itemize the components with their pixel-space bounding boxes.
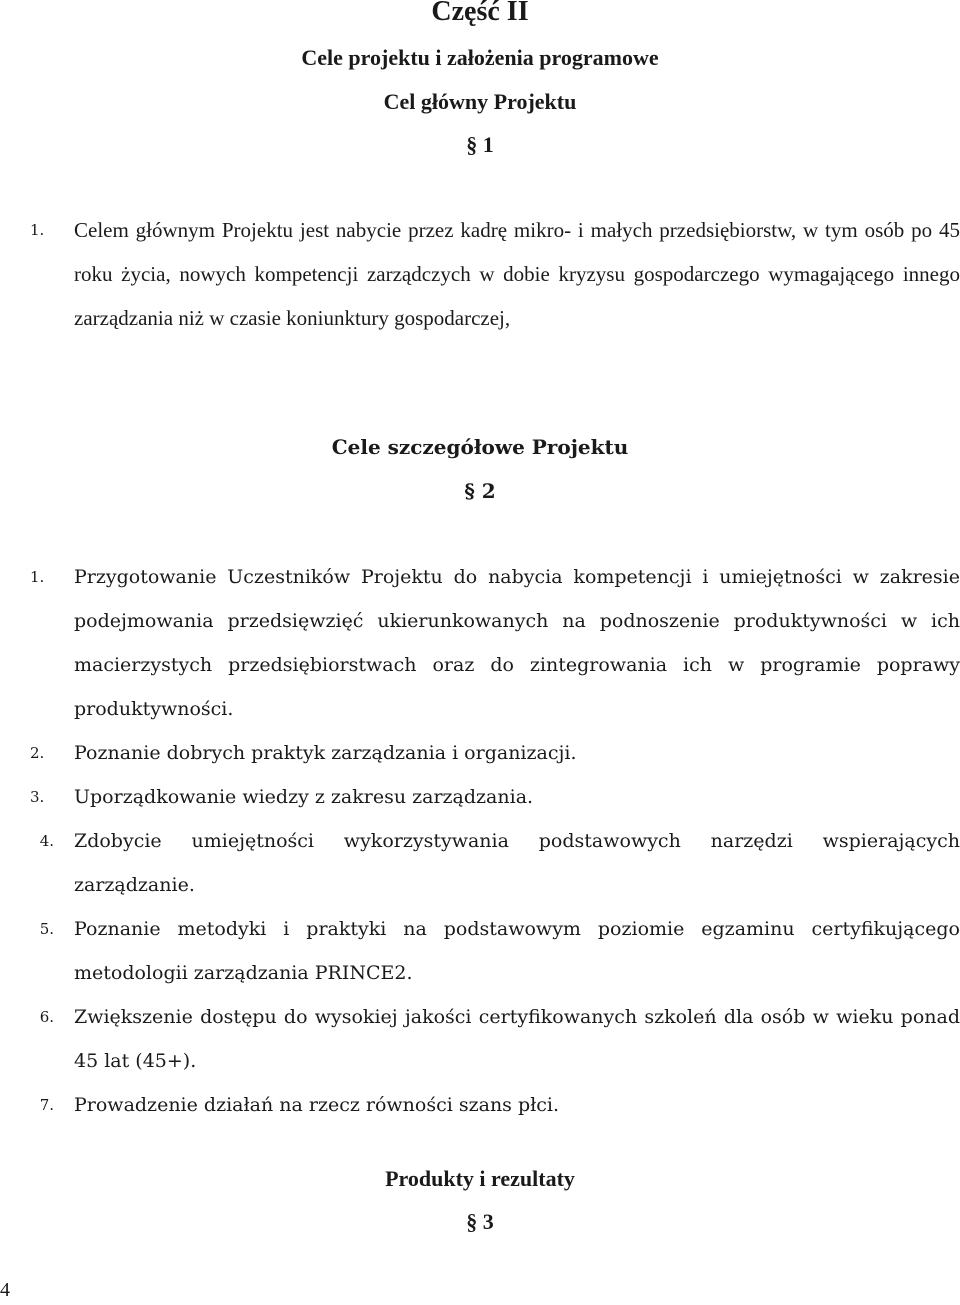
list-item-text: Poznanie metodyki i praktyki na podstawowym poziomie egzaminu certyfikującego metodologii zarządzania PRINCE2. — [74, 918, 960, 984]
list-item-number: 7. — [39, 1096, 54, 1114]
paragraph-mark-3: § 3 — [466, 1209, 494, 1234]
main-goal-list — [30, 208, 960, 340]
list-item-number: 4. — [39, 832, 54, 850]
list-item — [30, 208, 960, 340]
section-title-products: Produkty i rezultaty — [385, 1166, 575, 1191]
list-item-text: Przygotowanie Uczestników Projektu do nabycia kompetencji i umiejętności w zakresie podejmowania przedsięwzięć ukierunkowanych na podnoszenie produktywności w ich macierzystych przedsiębiorstwach oraz do zintegrowania ich w programie poprawy produktywności. — [74, 566, 960, 720]
paragraph-mark-1: § 1 — [466, 132, 494, 157]
list-item — [30, 1083, 960, 1127]
list-item — [30, 731, 960, 775]
list-item-number: 2. — [30, 744, 45, 762]
list-item-number: 1. — [30, 221, 45, 239]
list-item-number: 3. — [30, 788, 45, 806]
list-item-text: Prowadzenie działań na rzecz równości szans płci. — [74, 1094, 560, 1116]
list-item-number: 6. — [39, 1008, 54, 1026]
section-title-goals: Cele projektu i założenia programowe — [301, 45, 659, 70]
section-subtitle-main-goal: Cel główny Projektu — [383, 89, 577, 114]
list-item-text: Zwiększenie dostępu do wysokiej jakości certyfikowanych szkoleń dla osób w wieku ponad 45 lat (45+). — [74, 1006, 960, 1072]
list-item-text: Poznanie dobrych praktyk zarządzania i organizacji. — [74, 742, 577, 764]
list-item — [30, 819, 960, 907]
page-number: 4 — [0, 1279, 10, 1301]
list-item — [30, 775, 960, 819]
specific-goals-list — [30, 555, 960, 1127]
list-item-number: 1. — [30, 568, 45, 586]
list-item-text: Celem głównym Projektu jest nabycie przez kadrę mikro- i małych przedsiębiorstw, w tym osób po 45 roku życia, nowych kompetencji zarządczych w dobie kryzysu gospodarczego wymagającego innego zarządzania niż w czasie koniunktury gospodarczej, — [74, 218, 960, 330]
list-item-text: Zdobycie umiejętności wykorzystywania podstawowych narzędzi wspierających zarządzanie. — [74, 830, 960, 896]
section-title-specific-goals: Cele szczegółowe Projektu — [331, 435, 629, 459]
part-title: Część II — [431, 0, 529, 27]
list-item — [30, 995, 960, 1083]
list-item — [30, 907, 960, 995]
paragraph-mark-2: § 2 — [464, 479, 496, 503]
list-item-number: 5. — [39, 920, 54, 938]
list-item-text: Uporządkowanie wiedzy z zakresu zarządzania. — [74, 786, 534, 808]
list-item — [30, 555, 960, 731]
